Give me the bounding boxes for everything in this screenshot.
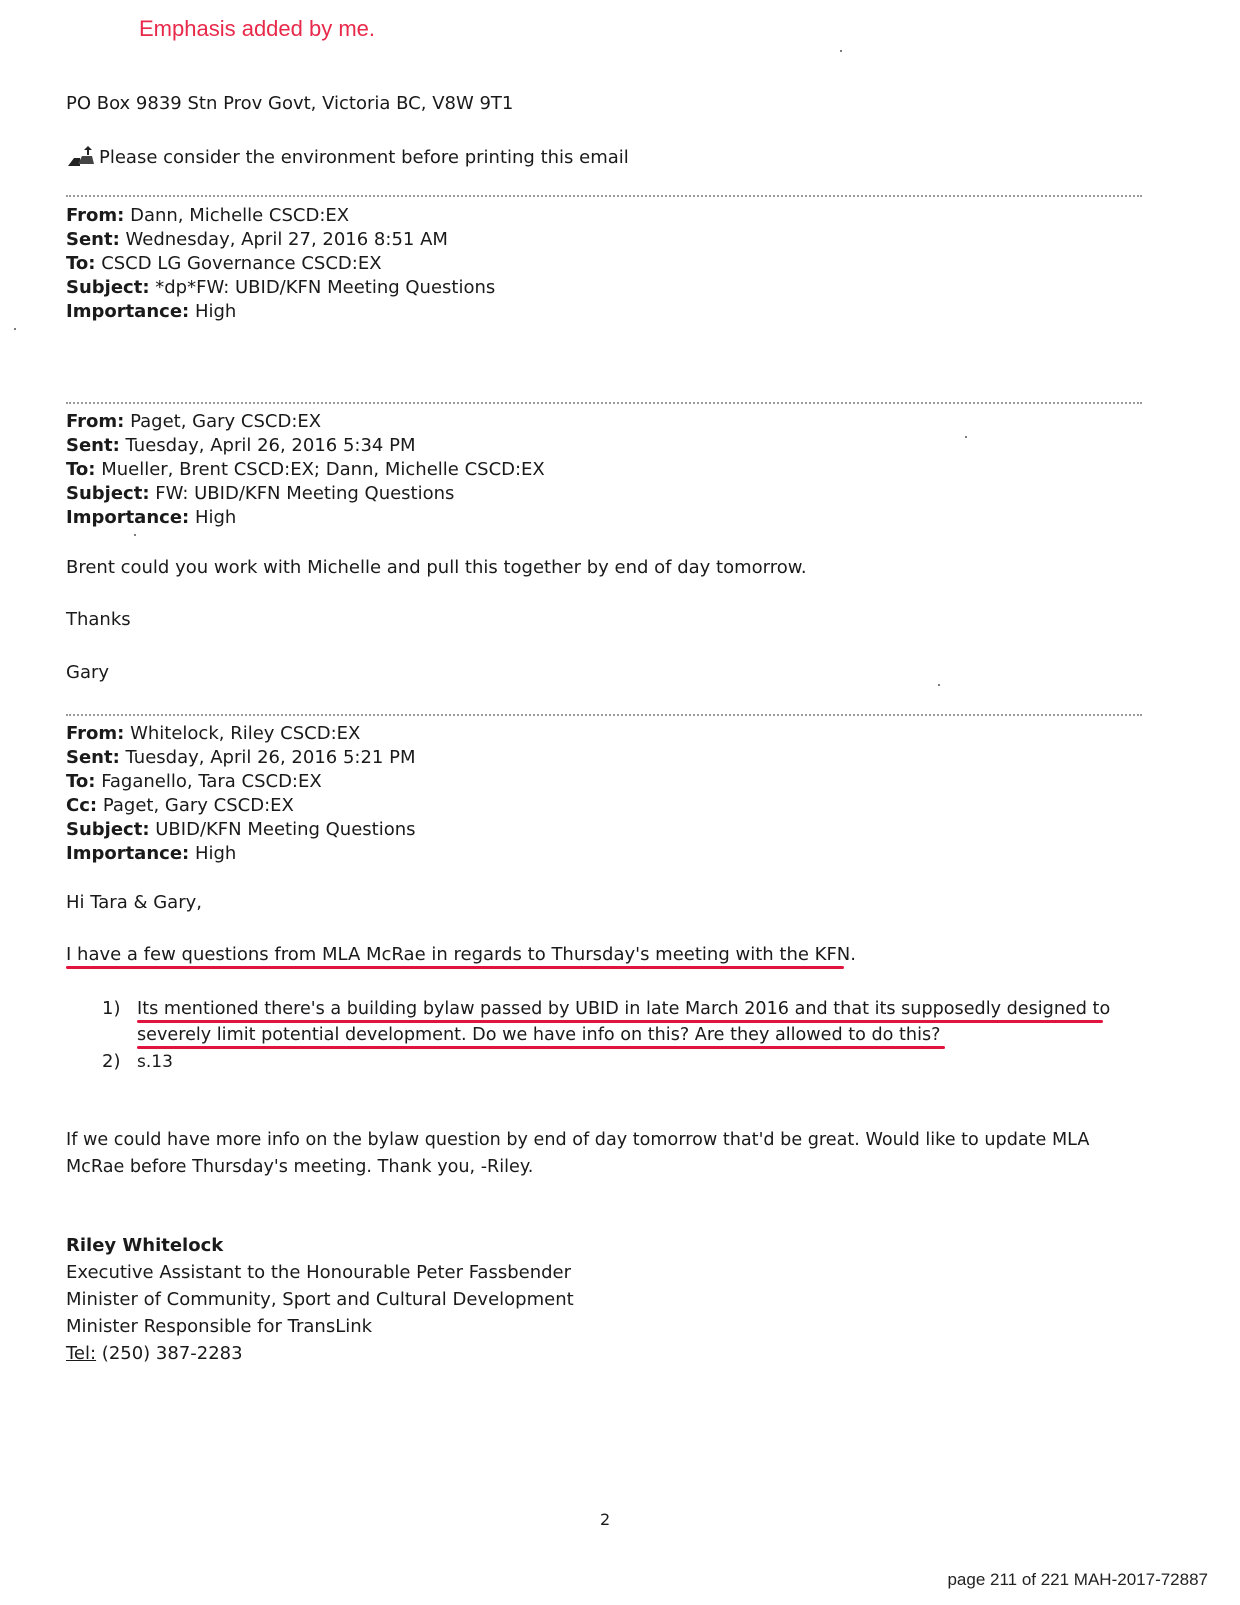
from-label: From: bbox=[66, 723, 125, 744]
signature-phone bbox=[66, 1342, 243, 1366]
subject-label: Subject: bbox=[66, 483, 150, 504]
cc-value: Paget, Gary CSCD:EX bbox=[102, 795, 294, 816]
question-number: 2) bbox=[102, 1051, 121, 1072]
from-value: Paget, Gary CSCD:EX bbox=[130, 411, 322, 432]
to-label: To: bbox=[66, 771, 96, 792]
sent-value: Tuesday, April 26, 2016 5:34 PM bbox=[125, 435, 416, 456]
subject-value: UBID/KFN Meeting Questions bbox=[155, 819, 416, 840]
redaction-code: s.13 bbox=[137, 1052, 173, 1072]
environment-note: Please consider the environment before printing this email bbox=[99, 147, 629, 168]
email-body-line: Gary bbox=[66, 662, 110, 683]
sent-label: Sent: bbox=[66, 435, 120, 456]
page-footer: page 211 of 221 MAH-2017-72887 bbox=[947, 1570, 1208, 1589]
importance-value: High bbox=[194, 507, 237, 528]
subject-label: Subject: bbox=[66, 277, 150, 298]
emphasis-note: Emphasis added by me. bbox=[139, 16, 376, 41]
to-label: To: bbox=[66, 459, 96, 480]
recycle-print-icon bbox=[66, 146, 96, 170]
to-label: To: bbox=[66, 253, 96, 274]
closing-line: If we could have more info on the bylaw question by end of day tomorrow that'd be great. Would like to update MLA bbox=[66, 1130, 1090, 1150]
signature-title: Executive Assistant to the Honourable Peter Fassbender bbox=[66, 1262, 572, 1283]
from-value: Dann, Michelle CSCD:EX bbox=[130, 205, 350, 226]
signature-name: Riley Whitelock bbox=[66, 1235, 224, 1256]
to-value: Mueller, Brent CSCD:EX; Dann, Michelle CSCD:EX bbox=[101, 459, 545, 480]
tel-value: (250) 387-2283 bbox=[96, 1343, 243, 1364]
emphasis-underline bbox=[66, 966, 844, 969]
emphasis-underline bbox=[137, 1046, 945, 1049]
subject-label: Subject: bbox=[66, 819, 150, 840]
email-header-2 bbox=[66, 410, 545, 530]
scan-speck bbox=[840, 50, 842, 52]
cc-label: Cc: bbox=[66, 795, 98, 816]
to-value: Faganello, Tara CSCD:EX bbox=[101, 771, 322, 792]
email-header-1 bbox=[66, 204, 495, 324]
email-body-line: Brent could you work with Michelle and pull this together by end of day tomorrow. bbox=[66, 557, 807, 578]
scan-speck bbox=[965, 436, 967, 438]
signature-line: Minister of Community, Sport and Cultural Development bbox=[66, 1289, 574, 1310]
importance-label: Importance: bbox=[66, 301, 190, 322]
to-value: CSCD LG Governance CSCD:EX bbox=[101, 253, 382, 274]
from-label: From: bbox=[66, 205, 125, 226]
tel-label: Tel: bbox=[66, 1343, 97, 1364]
scan-speck bbox=[938, 684, 940, 686]
intro-line: I have a few questions from MLA McRae in regards to Thursday's meeting with the KFN. bbox=[66, 944, 856, 965]
subject-value: FW: UBID/KFN Meeting Questions bbox=[155, 483, 455, 504]
separator bbox=[66, 402, 1142, 404]
importance-label: Importance: bbox=[66, 843, 190, 864]
separator bbox=[66, 714, 1142, 716]
email-body-line: Thanks bbox=[66, 609, 131, 630]
scan-speck bbox=[14, 328, 16, 330]
separator bbox=[66, 195, 1142, 197]
question-number: 1) bbox=[102, 998, 121, 1019]
importance-label: Importance: bbox=[66, 507, 190, 528]
sent-label: Sent: bbox=[66, 229, 120, 250]
question-line: Its mentioned there's a building bylaw passed by UBID in late March 2016 and that its supposedly designed to bbox=[137, 999, 1111, 1019]
from-label: From: bbox=[66, 411, 125, 432]
signature-line: Minister Responsible for TransLink bbox=[66, 1316, 373, 1337]
subject-value: *dp*FW: UBID/KFN Meeting Questions bbox=[155, 277, 496, 298]
importance-value: High bbox=[194, 301, 237, 322]
email-header-3 bbox=[66, 722, 416, 866]
sent-label: Sent: bbox=[66, 747, 120, 768]
sent-value: Tuesday, April 26, 2016 5:21 PM bbox=[125, 747, 416, 768]
scan-speck bbox=[134, 534, 136, 536]
page-number: 2 bbox=[600, 1510, 611, 1529]
sent-value: Wednesday, April 27, 2016 8:51 AM bbox=[125, 229, 448, 250]
question-line: severely limit potential development. Do we have info on this? Are they allowed to do this? bbox=[137, 1025, 941, 1045]
closing-line: McRae before Thursday's meeting. Thank you, -Riley. bbox=[66, 1157, 534, 1177]
from-value: Whitelock, Riley CSCD:EX bbox=[130, 723, 361, 744]
importance-value: High bbox=[194, 843, 237, 864]
greeting: Hi Tara & Gary, bbox=[66, 892, 202, 913]
address-line: PO Box 9839 Stn Prov Govt, Victoria BC, V8W 9T1 bbox=[66, 93, 514, 114]
